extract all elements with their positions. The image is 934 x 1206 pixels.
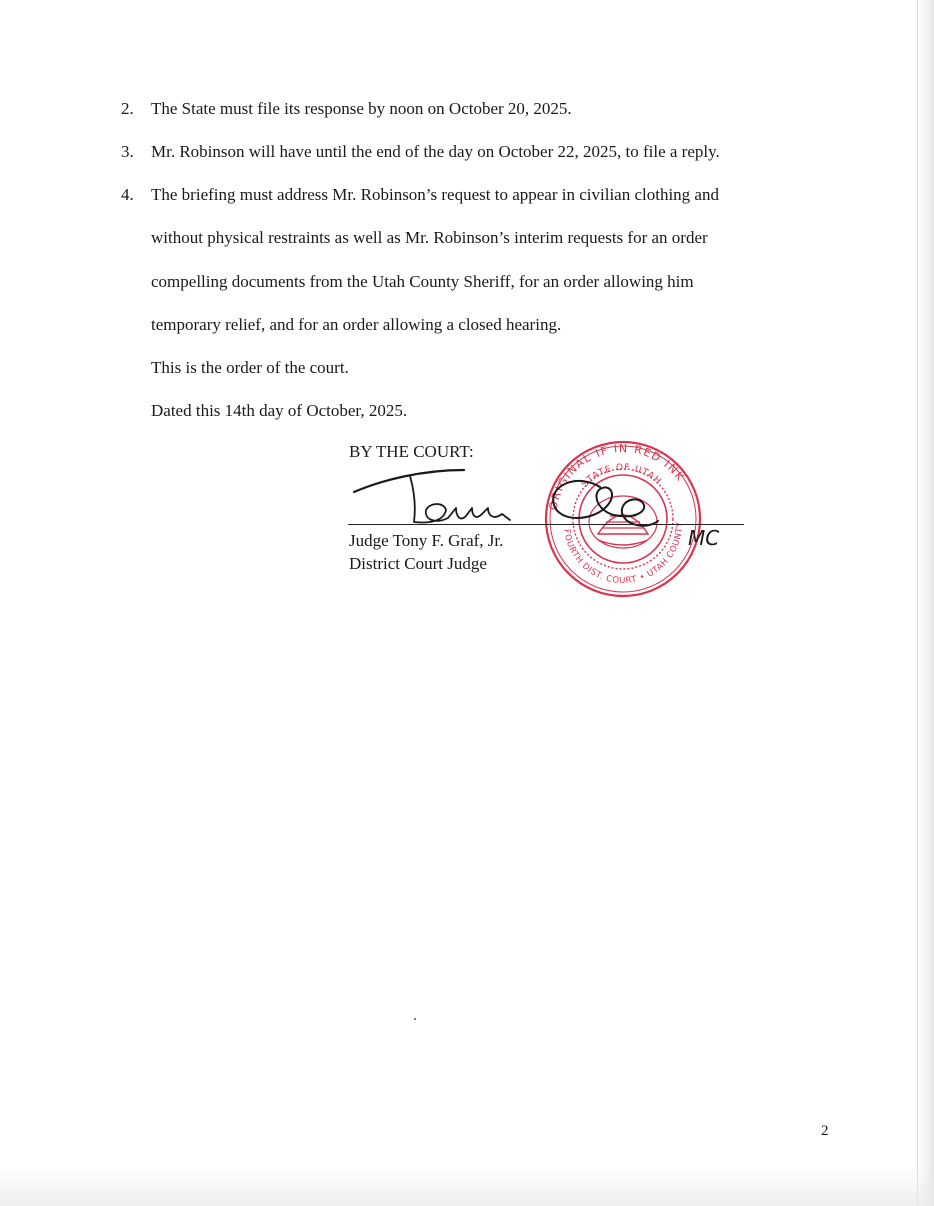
- dated-line: Dated this 14th day of October, 2025.: [151, 401, 408, 420]
- item-number: 3.: [121, 142, 134, 161]
- clerk-initials: [540, 462, 730, 550]
- item-text-line: The State must file its response by noon on October 20, 2025.: [151, 99, 572, 118]
- page-edge: [917, 0, 934, 1206]
- scan-shadow: [0, 1166, 934, 1206]
- item-number: 4.: [121, 185, 134, 204]
- seal-state-text: STATE OF UTAH: [580, 462, 664, 490]
- judge-signature: [352, 462, 522, 532]
- item-number: 2.: [121, 99, 134, 118]
- item-text-line: temporary relief, and for an order allowing a closed hearing.: [151, 315, 562, 334]
- seal-bottom-text: FOURTH DIST. COURT • UTAH COUNTY: [561, 521, 686, 587]
- page-number: 2: [821, 1123, 829, 1139]
- by-the-court-label: BY THE COURT:: [349, 442, 474, 461]
- clerk-initials-text: MC: [688, 526, 720, 550]
- scan-speck: [414, 1018, 416, 1020]
- judge-name: Judge Tony F. Graf, Jr.: [349, 531, 504, 550]
- item-text-line: without physical restraints as well as Mr. Robinson’s interim requests for an order: [151, 228, 708, 247]
- signature-line: [348, 524, 744, 525]
- item-text-line: The briefing must address Mr. Robinson’s request to appear in civilian clothing and: [151, 185, 719, 204]
- order-statement: This is the order of the court.: [151, 358, 349, 377]
- seal-outer-text: ORIGINAL IF IN RED INK: [546, 441, 688, 512]
- judge-title: District Court Judge: [349, 554, 487, 573]
- item-text-line: compelling documents from the Utah County Sheriff, for an order allowing him: [151, 272, 694, 291]
- item-text-line: Mr. Robinson will have until the end of the day on October 22, 2025, to file a reply.: [151, 142, 720, 161]
